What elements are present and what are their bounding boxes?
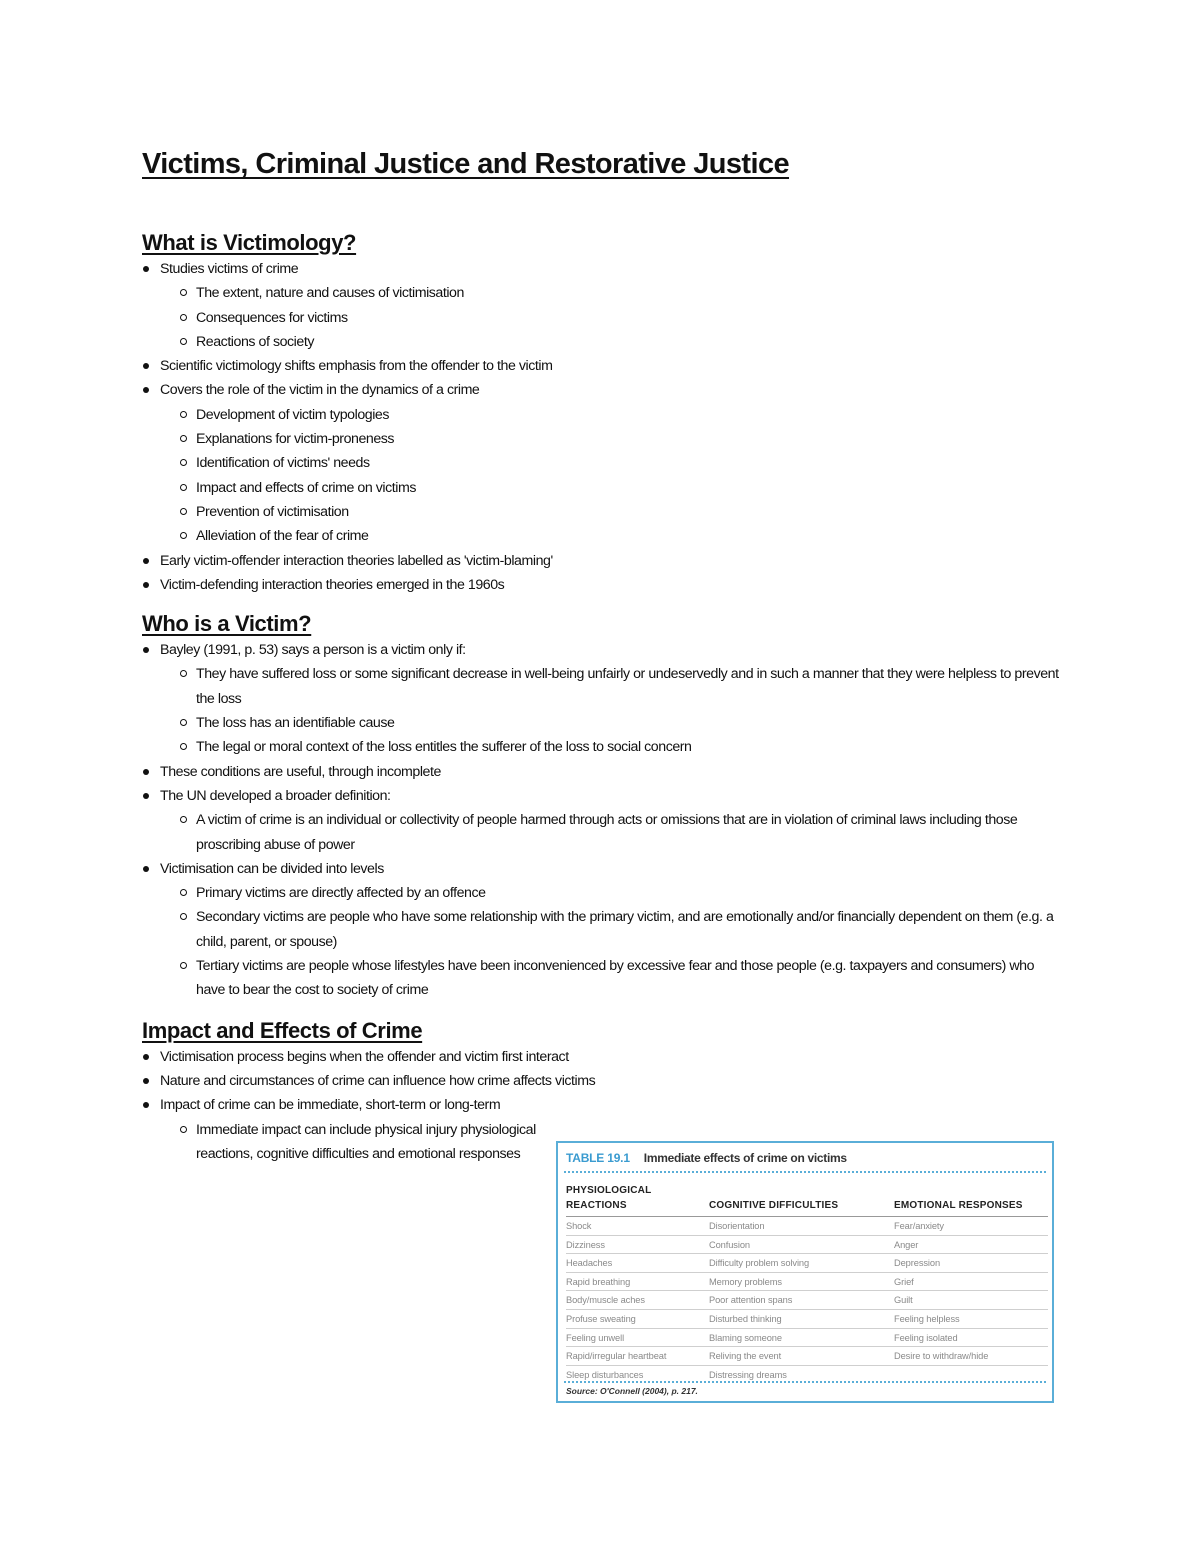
effects-table (566, 1183, 1048, 1383)
list-item: The legal or moral context of the loss entitles the sufferer of the loss to social concern (178, 735, 1062, 759)
document-page (142, 146, 1062, 1166)
table-cell: Reliving the event (709, 1347, 894, 1366)
table-row (566, 1235, 1048, 1254)
bullet-list-victim (142, 638, 1062, 1002)
table-cell: Memory problems (709, 1272, 894, 1291)
list-item: The extent, nature and causes of victimisation (178, 281, 1062, 305)
list-item: The UN developed a broader definition: A victim of crime is an individual or collectivity of people harmed through acts or omissions that are in violation of criminal laws including those proscribing abuse of power (142, 784, 1062, 857)
table-cell: Depression (894, 1254, 1048, 1273)
list-item: Covers the role of the victim in the dynamics of a crime Development of victim typologies Explanations for victim-proneness Identification of victims' needs Impact and effects of crime on victims Prevention of victimisation Alleviation of the fear of crime (142, 378, 1062, 548)
figure-caption (566, 1151, 847, 1165)
list-item: Immediate impact can include physical injury physiological reactions, cognitive difficulties and emotional responses (178, 1118, 570, 1167)
sub-list (178, 1118, 570, 1167)
sub-list (178, 403, 1062, 549)
list-item: Early victim-offender interaction theories labelled as 'victim-blaming' (142, 549, 1062, 573)
list-item: Impact of crime can be immediate, short-term or long-term Immediate impact can include physical injury physiological reactions, cognitive difficulties and emotional responses (142, 1093, 1062, 1166)
table-cell: Fear/anxiety (894, 1217, 1048, 1236)
divider (564, 1171, 1046, 1176)
table-cell: Guilt (894, 1291, 1048, 1310)
figure-title: Immediate effects of crime on victims (643, 1151, 847, 1165)
table-cell: Distressing dreams (709, 1369, 787, 1380)
table-row (566, 1328, 1048, 1347)
table-cell: Dizziness (566, 1235, 709, 1254)
table-row (566, 1217, 1048, 1236)
column-header: EMOTIONAL RESPONSES (894, 1183, 1048, 1217)
list-item: Development of victim typologies (178, 403, 1062, 427)
list-item: Victimisation can be divided into levels Primary victims are directly affected by an offence Secondary victims are people who have some relationship with the primary victim, and are emotionally and/or financially dependent on them (e.g. a child, parent, or spouse) Tertiary victims are people whose lifestyles have been inconvenienced by excessive fear and those people (e.g. taxpayers and consumers) who have to bear the cost to society of crime (142, 857, 1062, 1003)
table-cell: Confusion (709, 1235, 894, 1254)
figure-number: TABLE 19.1 (566, 1151, 630, 1165)
table-cell: Anger (894, 1235, 1048, 1254)
list-item: The loss has an identifiable cause (178, 711, 1062, 735)
list-item: Victim-defending interaction theories emerged in the 1960s (142, 573, 1062, 597)
list-item: Reactions of society (178, 330, 1062, 354)
table-cell: Sleep disturbances (566, 1369, 644, 1380)
table-cell: Headaches (566, 1254, 709, 1273)
table-cell: Grief (894, 1272, 1048, 1291)
list-item: Secondary victims are people who have some relationship with the primary victim, and are emotionally and/or financially dependent on them (e.g. a child, parent, or spouse) (178, 905, 1062, 954)
list-item: Consequences for victims (178, 306, 1062, 330)
list-item: Nature and circumstances of crime can influence how crime affects victims (142, 1069, 1062, 1093)
list-item: Prevention of victimisation (178, 500, 1062, 524)
table-row (566, 1309, 1048, 1328)
list-item: Tertiary victims are people whose lifestyles have been inconvenienced by excessive fear and those people (e.g. taxpayers and consumers) who have to bear the cost to society of crime (178, 954, 1062, 1003)
table-cell: Poor attention spans (709, 1291, 894, 1310)
list-item: Studies victims of crime The extent, nature and causes of victimisation Consequences for victims Reactions of society (142, 257, 1062, 354)
list-item: Primary victims are directly affected by an offence (178, 881, 1062, 905)
table-header-row (566, 1183, 1048, 1217)
list-item: Bayley (1991, p. 53) says a person is a victim only if: They have suffered loss or some significant decrease in well-being unfairly or undeservedly and in such a manner that they were helpless to prevent the loss The loss has an identifiable cause The legal or moral context of the loss entitles the sufferer of the loss to social concern (142, 638, 1062, 759)
table-figure (556, 1141, 1054, 1403)
column-header: COGNITIVE DIFFICULTIES (709, 1183, 894, 1217)
table-cell: Body/muscle aches (566, 1291, 709, 1310)
list-item: Identification of victims' needs (178, 451, 1062, 475)
table-row (566, 1272, 1048, 1291)
table-row (566, 1347, 1048, 1366)
column-header: PHYSIOLOGICAL REACTIONS (566, 1183, 709, 1217)
bullet-list-victimology (142, 257, 1062, 597)
table-cell: Difficulty problem solving (709, 1254, 894, 1273)
table-cell: Blaming someone (709, 1328, 894, 1347)
list-item: Impact and effects of crime on victims (178, 476, 1062, 500)
page-title: Victims, Criminal Justice and Restorative Justice (142, 148, 790, 180)
section-heading-victimology: What is Victimology? (142, 230, 357, 255)
section-heading-victim: Who is a Victim? (142, 611, 312, 637)
table-cell: Disturbed thinking (709, 1309, 894, 1328)
table-cell: Rapid/irregular heartbeat (566, 1347, 709, 1366)
list-item: They have suffered loss or some significant decrease in well-being unfairly or undeservedly and in such a manner that they were helpless to prevent the loss (178, 662, 1062, 711)
table-cell: Feeling unwell (566, 1328, 709, 1347)
divider (564, 1381, 1046, 1383)
list-item: Alleviation of the fear of crime (178, 524, 1062, 548)
table-cell: Rapid breathing (566, 1272, 709, 1291)
table-cell: Desire to withdraw/hide (894, 1347, 1048, 1366)
table-cell: Feeling helpless (894, 1309, 1048, 1328)
list-item: Explanations for victim-proneness (178, 427, 1062, 451)
table-cell: Disorientation (709, 1217, 894, 1236)
table-cell: Profuse sweating (566, 1309, 709, 1328)
list-item: Victimisation process begins when the offender and victim first interact (142, 1045, 1062, 1069)
table-row (566, 1291, 1048, 1310)
list-item: A victim of crime is an individual or collectivity of people harmed through acts or omissions that are in violation of criminal laws including those proscribing abuse of power (178, 808, 1062, 857)
table-cell: Shock (566, 1217, 709, 1236)
list-item: Scientific victimology shifts emphasis from the offender to the victim (142, 354, 1062, 378)
list-item: These conditions are useful, through incomplete (142, 760, 1062, 784)
table-row (566, 1254, 1048, 1273)
section-heading-impact: Impact and Effects of Crime (142, 1017, 423, 1043)
sub-list (178, 281, 1062, 354)
table-cell: Feeling isolated (894, 1328, 1048, 1347)
sub-list (178, 808, 1062, 857)
sub-list (178, 662, 1062, 759)
figure-source: Source: O'Connell (2004), p. 217. (566, 1386, 698, 1396)
sub-list (178, 881, 1062, 1002)
